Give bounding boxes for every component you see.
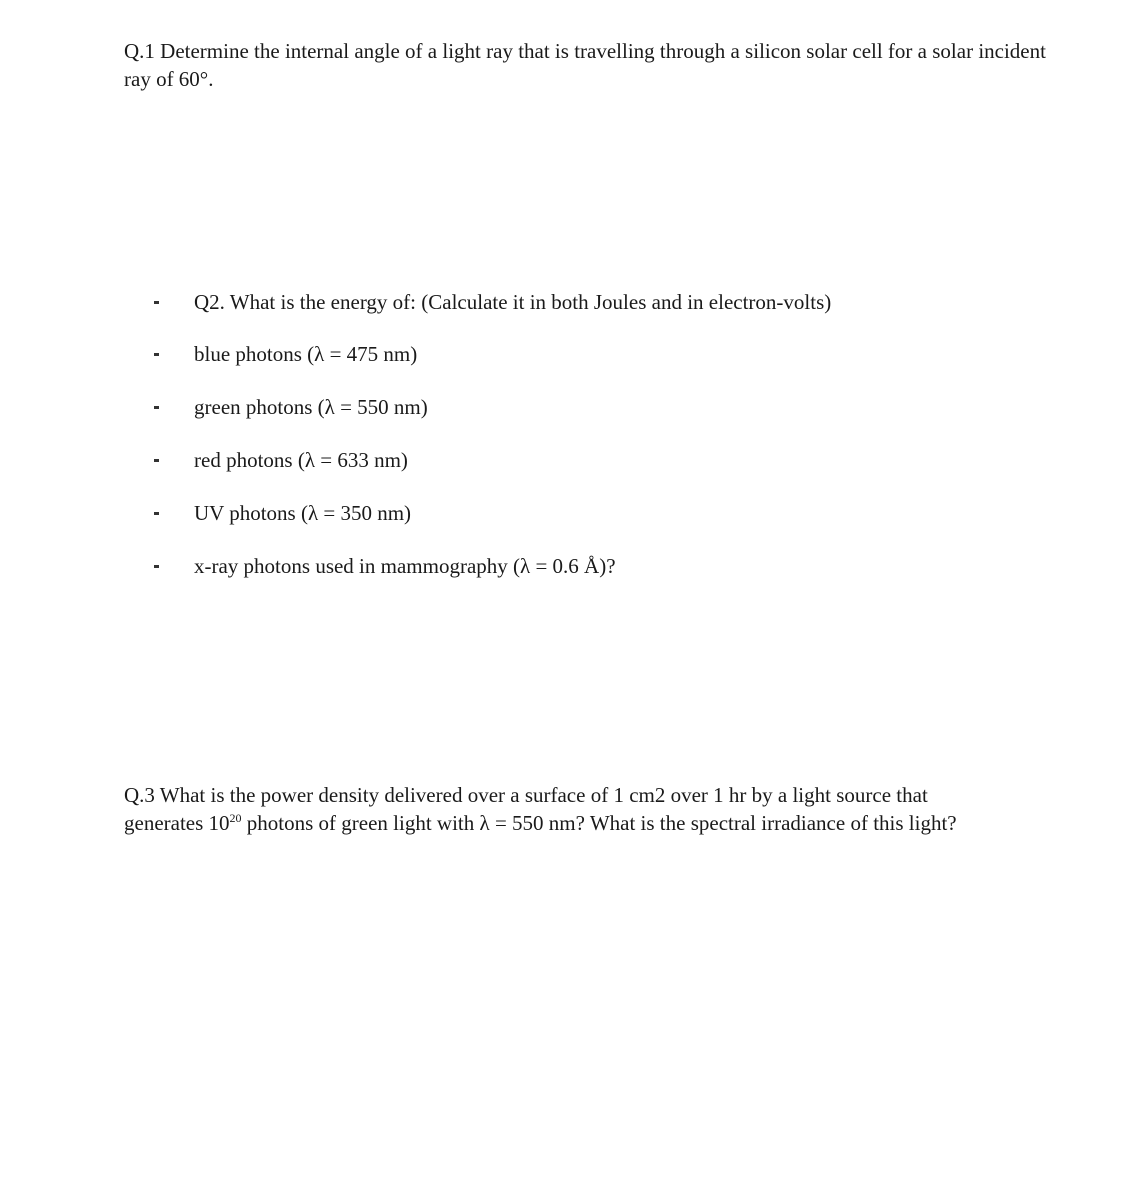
question-2-prompt: Q2. What is the energy of: (Calculate it in both Joules and in electron-volts)	[194, 290, 832, 314]
question-1: Q.1 Determine the internal angle of a light ray that is travelling through a silicon solar cell for a solar incident ray of 60°.	[124, 39, 1046, 91]
bullet-dash-icon	[154, 353, 159, 356]
bullet-dash-icon	[154, 301, 159, 304]
green-photons-item: green photons (λ = 550 nm)	[194, 395, 428, 419]
list-item	[0, 552, 1000, 580]
red-photons-item: red photons (λ = 633 nm)	[194, 448, 408, 472]
bullet-dash-icon	[154, 406, 159, 409]
xray-photons-item: x-ray photons used in mammography (λ = 0.6 Å)?	[194, 554, 616, 578]
list-item	[0, 340, 1000, 368]
list-item	[0, 288, 1000, 316]
question-3-line-2-prefix: generates 10	[124, 811, 230, 835]
uv-photons-item: UV photons (λ = 350 nm)	[194, 501, 412, 525]
exponent: 20	[229, 811, 242, 825]
question-3-line-2-suffix: photons of green light with λ = 550 nm? What is the spectral irradiance of this light?	[241, 811, 957, 835]
list-item	[0, 393, 1000, 421]
blue-photons-item: blue photons (λ = 475 nm)	[194, 342, 418, 366]
question-3-line-1: Q.3 What is the power density delivered over a surface of 1 cm2 over 1 hr by a light source that	[124, 783, 928, 807]
list-item	[0, 499, 1000, 527]
bullet-dash-icon	[154, 459, 159, 462]
bullet-dash-icon	[154, 512, 159, 515]
list-item	[0, 446, 1000, 474]
bullet-dash-icon	[154, 565, 159, 568]
question-3	[124, 781, 1084, 837]
